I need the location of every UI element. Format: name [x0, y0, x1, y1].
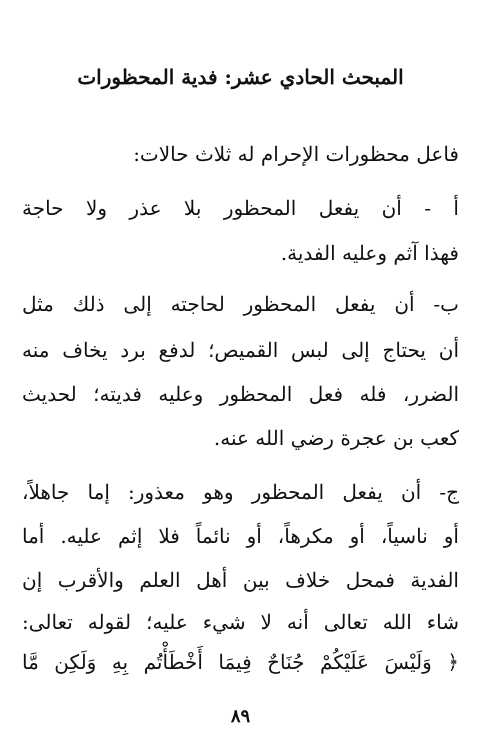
text-line: أ - أن يفعل المحظور بلا عذر ولا حاجة [22, 196, 459, 220]
text-line: الفدية فمحل خلاف بين أهل العلم والأقرب إن [22, 568, 459, 592]
text-line: الضرر، فله فعل المحظور وعليه فديته؛ لحديث [22, 382, 459, 406]
text-line: ج- أن يفعل المحظور وهو معذور: إما جاهلاً، [22, 480, 459, 504]
text-line: ب- أن يفعل المحظور لحاجته إلى ذلك مثل [22, 292, 459, 316]
text-line: كعب بن عجرة رضي الله عنه. [213, 426, 459, 450]
quran-verse-line: ﴿ وَلَيْسَ عَلَيْكُمْ جُنَاحٌ فِيمَا أَخْطَأْتُم بِهِ وَلَكِن مَّا [22, 650, 459, 674]
text-line: شاء الله تعالى أنه لا شيء عليه؛ لقوله تعالى: [22, 610, 459, 634]
section-heading: المبحث الحادي عشر: فدية المحظورات [77, 65, 404, 89]
text-line: أو ناسياً، أو مكرهاً، أو نائماً فلا إثم عليه. أما [22, 524, 459, 548]
text-line: أن يحتاج إلى لبس القميص؛ لدفع برد يخاف منه [22, 338, 459, 362]
text-line: فهذا آثم وعليه الفدية. [280, 241, 459, 265]
page-number: ٨٩ [230, 706, 251, 727]
text-line: فاعل محظورات الإحرام له ثلاث حالات: [133, 142, 459, 166]
